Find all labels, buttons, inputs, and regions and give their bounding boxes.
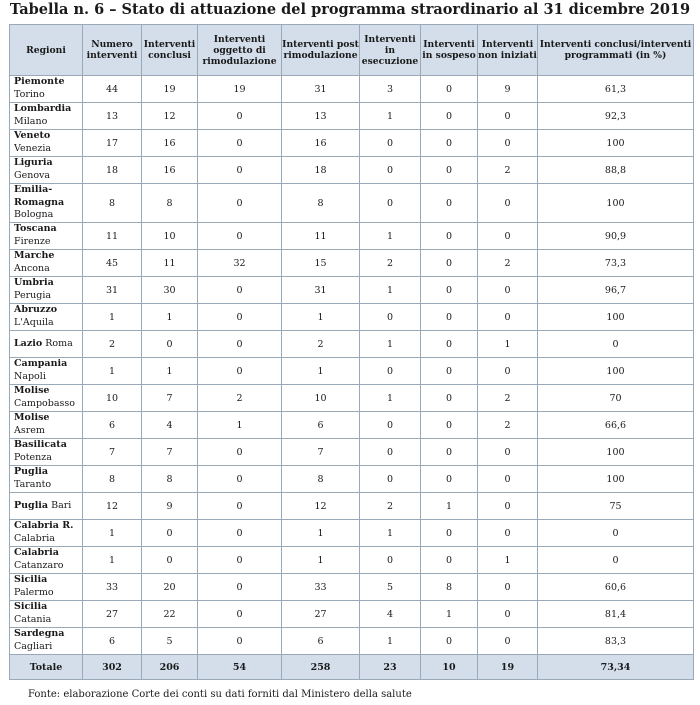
table-row [10,439,694,466]
region-cell [10,304,83,331]
value-cell: 44 [83,76,142,103]
value-cell: 31 [83,277,142,304]
value-cell: 3 [360,76,421,103]
value-cell: 8 [282,184,360,223]
region-name: Lombardia [14,103,72,114]
region-name: Umbria [14,277,54,288]
value-cell: 81,4 [538,601,694,628]
value-cell: 0 [538,520,694,547]
table-row [10,223,694,250]
implementation-status-table [9,24,694,680]
value-cell: 0 [198,103,282,130]
region-cell [10,547,83,574]
value-cell: 0 [421,628,478,655]
value-cell: 92,3 [538,103,694,130]
value-cell: 2 [198,385,282,412]
value-cell: 8 [142,466,198,493]
value-cell: 0 [198,331,282,358]
total-value-cell: 23 [360,655,421,680]
value-cell: 17 [83,130,142,157]
value-cell: 13 [83,103,142,130]
value-cell: 2 [478,157,538,184]
region-city: Bologna [14,209,54,220]
table-row [10,385,694,412]
value-cell: 0 [478,466,538,493]
value-cell: 60,6 [538,574,694,601]
column-header-1: Numero interventi [83,25,142,76]
table-row [10,520,694,547]
value-cell: 1 [83,547,142,574]
region-cell [10,601,83,628]
value-cell: 0 [421,439,478,466]
value-cell: 100 [538,439,694,466]
table-title: Tabella n. 6 – Stato di attuazione del programma straordinario al 31 dicembre 2019 [9,1,691,18]
table-row [10,412,694,439]
value-cell: 0 [142,547,198,574]
value-cell: 0 [421,130,478,157]
total-value-cell: 73,34 [538,655,694,680]
value-cell: 1 [360,223,421,250]
region-cell [10,250,83,277]
value-cell: 7 [142,439,198,466]
value-cell: 6 [282,412,360,439]
region-city: L'Aquila [14,316,54,328]
value-cell: 0 [538,547,694,574]
value-cell: 1 [83,520,142,547]
value-cell: 66,6 [538,412,694,439]
region-city: Taranto [14,478,52,490]
value-cell: 7 [142,385,198,412]
column-header-regions: Regioni [10,25,83,76]
value-cell: 0 [478,103,538,130]
value-cell: 0 [478,277,538,304]
value-cell: 75 [538,493,694,520]
value-cell: 1 [421,601,478,628]
value-cell: 33 [282,574,360,601]
region-cell [10,358,83,385]
value-cell: 0 [198,520,282,547]
source-note: Fonte: elaborazione Corte dei conti su dati forniti dal Ministero della salute [28,689,412,700]
value-cell: 0 [421,385,478,412]
value-cell: 7 [83,439,142,466]
value-cell: 1 [198,412,282,439]
region-cell [10,277,83,304]
region-city: Catania [14,613,52,625]
value-cell: 0 [421,520,478,547]
value-cell: 33 [83,574,142,601]
total-value-cell: 258 [282,655,360,680]
table-row [10,184,694,223]
value-cell: 96,7 [538,277,694,304]
value-cell: 1 [282,520,360,547]
value-cell: 1 [83,304,142,331]
table-header-row [10,25,694,76]
column-header-3: Interventi oggetto di rimodulazione [198,25,282,76]
value-cell: 32 [198,250,282,277]
value-cell: 0 [478,358,538,385]
value-cell: 0 [142,520,198,547]
value-cell: 100 [538,304,694,331]
value-cell: 0 [421,412,478,439]
region-city: Milano [14,115,48,127]
value-cell: 20 [142,574,198,601]
value-cell: 0 [198,601,282,628]
value-cell: 0 [198,493,282,520]
region-cell [10,130,83,157]
value-cell: 0 [198,157,282,184]
region-name: Lazio [14,337,43,349]
value-cell: 1 [142,358,198,385]
region-city: Venezia [14,142,52,154]
region-name: Toscana [14,223,57,234]
value-cell: 0 [142,331,198,358]
region-cell [10,184,83,223]
value-cell: 1 [282,358,360,385]
region-cell [10,76,83,103]
value-cell: 0 [421,223,478,250]
total-value-cell: 206 [142,655,198,680]
value-cell: 0 [421,331,478,358]
value-cell: 2 [282,331,360,358]
region-city: Perugia [14,289,52,301]
value-cell: 5 [142,628,198,655]
value-cell: 0 [421,466,478,493]
value-cell: 0 [421,304,478,331]
value-cell: 0 [478,574,538,601]
value-cell: 1 [421,493,478,520]
column-header-2: Interventi conclusi [142,25,198,76]
value-cell: 6 [83,412,142,439]
value-cell: 0 [198,358,282,385]
value-cell: 0 [360,304,421,331]
table-row [10,547,694,574]
value-cell: 0 [478,628,538,655]
region-cell [10,412,83,439]
value-cell: 27 [83,601,142,628]
region-name: Abruzzo [14,304,58,315]
value-cell: 8 [142,184,198,223]
value-cell: 30 [142,277,198,304]
value-cell: 0 [360,466,421,493]
value-cell: 4 [142,412,198,439]
value-cell: 2 [478,385,538,412]
table-row [10,601,694,628]
column-header-6: Interventi in sospeso [421,25,478,76]
region-cell [10,493,83,520]
value-cell: 1 [83,358,142,385]
value-cell: 100 [538,466,694,493]
region-name: Sicilia [14,601,48,612]
value-cell: 100 [538,358,694,385]
total-value-cell: 10 [421,655,478,680]
value-cell: 0 [198,439,282,466]
region-cell [10,574,83,601]
value-cell: 0 [198,130,282,157]
region-name: Puglia [14,499,49,511]
value-cell: 0 [478,493,538,520]
value-cell: 31 [282,76,360,103]
table-row [10,358,694,385]
value-cell: 0 [478,184,538,223]
value-cell: 2 [83,331,142,358]
region-city: Genova [14,169,51,181]
region-name: Marche [14,250,55,261]
total-value-cell: 302 [83,655,142,680]
value-cell: 2 [360,250,421,277]
region-name: Veneto [14,130,51,141]
value-cell: 45 [83,250,142,277]
value-cell: 6 [83,628,142,655]
value-cell: 10 [83,385,142,412]
column-header-8: Interventi conclusi/interventi programmati (in %) [538,25,694,76]
value-cell: 0 [538,331,694,358]
region-city: Firenze [14,235,51,247]
value-cell: 0 [421,184,478,223]
value-cell: 61,3 [538,76,694,103]
value-cell: 0 [421,277,478,304]
table-row [10,304,694,331]
value-cell: 11 [282,223,360,250]
region-city: Napoli [14,370,46,382]
value-cell: 0 [421,103,478,130]
region-cell [10,466,83,493]
value-cell: 1 [478,331,538,358]
region-name: Molise [14,412,50,423]
value-cell: 2 [360,493,421,520]
value-cell: 0 [478,130,538,157]
value-cell: 5 [360,574,421,601]
table-row [10,331,694,358]
table-row [10,157,694,184]
region-cell [10,103,83,130]
value-cell: 0 [360,184,421,223]
region-name: Puglia [14,466,49,477]
region-city: Potenza [14,451,52,463]
value-cell: 27 [282,601,360,628]
region-city: Bari [51,499,72,511]
value-cell: 73,3 [538,250,694,277]
region-city: Cagliari [14,640,53,652]
value-cell: 88,8 [538,157,694,184]
value-cell: 0 [421,76,478,103]
total-value-cell: 19 [478,655,538,680]
value-cell: 1 [360,385,421,412]
value-cell: 6 [282,628,360,655]
region-cell [10,628,83,655]
value-cell: 16 [282,130,360,157]
value-cell: 0 [198,184,282,223]
table-row [10,628,694,655]
region-name: Liguria [14,157,53,168]
total-label: Totale [10,655,83,680]
table-row [10,103,694,130]
value-cell: 0 [360,439,421,466]
value-cell: 0 [360,358,421,385]
region-city: Campobasso [14,397,75,409]
value-cell: 10 [142,223,198,250]
value-cell: 13 [282,103,360,130]
total-value-cell: 54 [198,655,282,680]
value-cell: 0 [198,628,282,655]
value-cell: 0 [360,547,421,574]
value-cell: 0 [198,277,282,304]
value-cell: 0 [198,547,282,574]
region-name: Basilicata [14,439,67,450]
value-cell: 90,9 [538,223,694,250]
value-cell: 0 [478,304,538,331]
value-cell: 22 [142,601,198,628]
value-cell: 1 [282,547,360,574]
table-row [10,277,694,304]
region-cell [10,223,83,250]
value-cell: 0 [478,439,538,466]
region-cell [10,331,83,358]
value-cell: 0 [360,157,421,184]
region-city: Catanzaro [14,559,64,571]
region-city: Torino [14,88,45,100]
value-cell: 2 [478,250,538,277]
value-cell: 1 [360,103,421,130]
region-city: Palermo [14,586,54,598]
value-cell: 0 [478,601,538,628]
value-cell: 4 [360,601,421,628]
value-cell: 9 [478,76,538,103]
value-cell: 9 [142,493,198,520]
table-row [10,574,694,601]
value-cell: 19 [142,76,198,103]
value-cell: 1 [360,520,421,547]
column-header-7: Interventi non iniziati [478,25,538,76]
value-cell: 0 [198,304,282,331]
value-cell: 1 [360,628,421,655]
region-name: Sicilia [14,574,48,585]
value-cell: 100 [538,184,694,223]
table-row [10,76,694,103]
value-cell: 12 [282,493,360,520]
region-name: Sardegna [14,628,65,639]
column-header-5: Interventi in esecuzione [360,25,421,76]
region-name: Calabria R. [14,520,74,531]
value-cell: 19 [198,76,282,103]
value-cell: 11 [142,250,198,277]
region-name: Piemonte [14,76,65,87]
value-cell: 8 [282,466,360,493]
value-cell: 0 [198,223,282,250]
table-row [10,493,694,520]
value-cell: 8 [421,574,478,601]
value-cell: 0 [198,466,282,493]
value-cell: 18 [282,157,360,184]
value-cell: 70 [538,385,694,412]
value-cell: 0 [421,547,478,574]
region-name: Molise [14,385,50,396]
value-cell: 7 [282,439,360,466]
value-cell: 0 [198,574,282,601]
value-cell: 18 [83,157,142,184]
value-cell: 31 [282,277,360,304]
value-cell: 1 [478,547,538,574]
value-cell: 0 [478,223,538,250]
region-city: Asrem [14,424,45,436]
value-cell: 1 [360,277,421,304]
value-cell: 0 [478,520,538,547]
value-cell: 10 [282,385,360,412]
region-city: Roma [45,337,73,349]
region-city: Calabria [14,532,55,544]
region-cell [10,520,83,547]
value-cell: 0 [360,412,421,439]
value-cell: 12 [83,493,142,520]
value-cell: 0 [421,250,478,277]
table-row [10,466,694,493]
value-cell: 2 [478,412,538,439]
region-city: Ancona [14,262,50,274]
value-cell: 8 [83,184,142,223]
value-cell: 12 [142,103,198,130]
value-cell: 8 [83,466,142,493]
region-cell [10,385,83,412]
column-header-4: Interventi post rimodulazione [282,25,360,76]
region-name: Calabria [14,547,59,558]
value-cell: 11 [83,223,142,250]
value-cell: 1 [360,331,421,358]
table-row [10,250,694,277]
region-cell [10,439,83,466]
region-name: Campania [14,358,68,369]
value-cell: 0 [421,157,478,184]
value-cell: 1 [142,304,198,331]
total-row [10,655,694,680]
value-cell: 16 [142,157,198,184]
value-cell: 83,3 [538,628,694,655]
value-cell: 1 [282,304,360,331]
value-cell: 16 [142,130,198,157]
value-cell: 0 [360,130,421,157]
value-cell: 15 [282,250,360,277]
table-row [10,130,694,157]
region-name: Emilia-Romagna [14,184,65,208]
value-cell: 100 [538,130,694,157]
table-body [10,76,694,655]
value-cell: 0 [421,358,478,385]
region-cell [10,157,83,184]
